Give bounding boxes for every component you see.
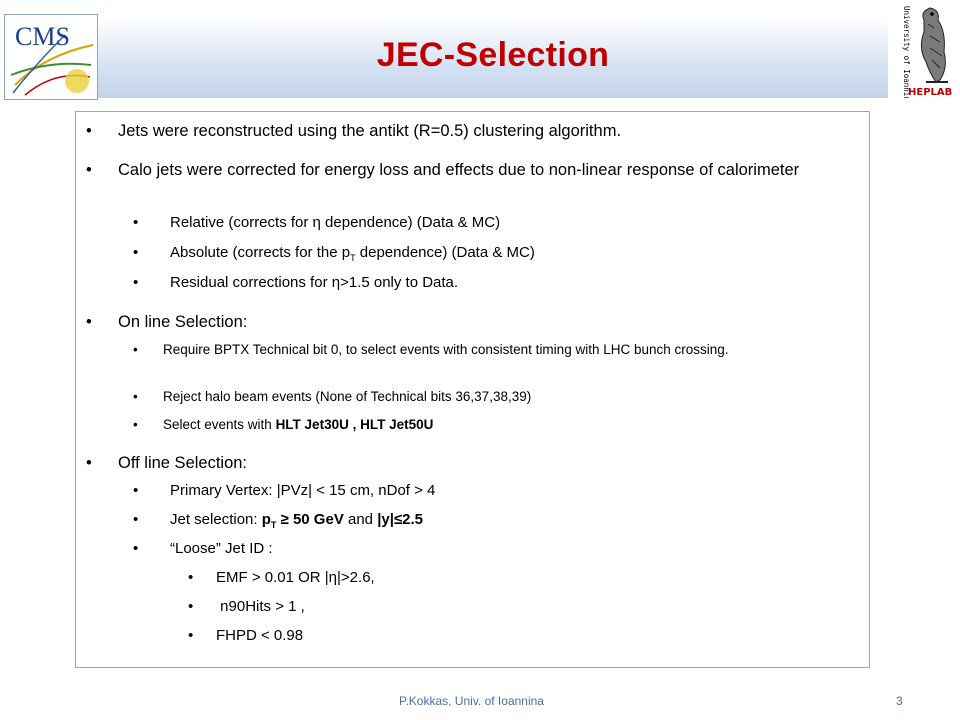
absolute-subscript: T [350, 253, 356, 263]
bullet-dot: • [133, 540, 139, 557]
hlt-pre: Select events with [163, 417, 276, 432]
bullet-dot: • [86, 161, 92, 179]
bullet-dot: • [133, 244, 139, 261]
absolute-pre: Absolute (corrects for the p [170, 244, 351, 261]
bullet-text: Primary Vertex: |PVz| < 15 cm, nDof > 4 [170, 482, 436, 499]
jet-sel-pt: p [261, 511, 271, 528]
jet-sel-pt-cut: ≥ 50 GeV [276, 511, 344, 528]
bullet-dot: • [86, 454, 92, 472]
bullet-text: Require BPTX Technical bit 0, to select events with consistent timing with LHC bunch crossing. [163, 342, 729, 357]
slide-title: JEC-Selection [376, 36, 610, 74]
hlt-triggers: HLT Jet30U , HLT Jet50U [275, 417, 434, 432]
bullet-dot: • [133, 511, 139, 528]
bullet-dot: • [133, 342, 138, 357]
bullet-text: EMF > 0.01 OR |η|>2.6, [216, 569, 375, 586]
bullet-text [170, 510, 423, 535]
absolute-post: dependence) (Data & MC) [355, 244, 535, 261]
bullet-text: Reject halo beam events (None of Technical bits 36,37,38,39) [163, 389, 532, 404]
bullet-dot: • [133, 214, 139, 231]
heplab-label: HEPLAB [908, 87, 953, 98]
jet-sel-pre: Jet selection: [170, 511, 262, 528]
bullet-text: Jets were reconstructed using the antikt (R=0.5) clustering algorithm. [118, 122, 622, 140]
jet-sel-y-cut: |y|≤2.5 [377, 511, 424, 528]
jet-sel-pt-sub: T [270, 520, 277, 530]
bullet-text: n90Hits > 1 , [216, 598, 305, 615]
bullet-dot: • [188, 627, 194, 644]
university-vertical-text: University of Ioannina [902, 6, 911, 98]
cms-logo-text: CMS [15, 22, 70, 51]
cms-logo-graphic [5, 15, 97, 99]
bullet-text: Off line Selection: [118, 454, 248, 472]
bullet-dot: • [133, 482, 139, 499]
bullet-dot: • [133, 389, 138, 404]
bullet-dot: • [188, 598, 194, 615]
content-box [75, 111, 870, 668]
bullet-dot: • [86, 313, 92, 331]
bullet-text [163, 415, 433, 434]
owl-logo [890, 2, 958, 98]
bullet-text: Calo jets were corrected for energy loss and effects due to non-linear response of calorimeter [118, 161, 800, 179]
bullet-text: On line Selection: [118, 313, 248, 331]
footer-author: P.Kokkas, Univ. of Ioannina [399, 694, 544, 708]
bullet-dot: • [188, 569, 194, 586]
bullet-text: “Loose” Jet ID : [170, 540, 273, 557]
owl-logo-graphic [890, 2, 958, 98]
bullet-text: Relative (corrects for η dependence) (Data & MC) [170, 214, 501, 231]
bullet-dot: • [133, 417, 138, 432]
bullet-text [170, 243, 535, 268]
bullet-text: FHPD < 0.98 [216, 627, 304, 644]
bullet-dot: • [86, 122, 92, 140]
page-number: 3 [896, 694, 903, 708]
bullet-dot: • [133, 274, 139, 291]
cms-logo [4, 14, 98, 100]
jet-sel-and: and [343, 511, 378, 528]
bullet-text: Residual corrections for η>1.5 only to Data. [170, 274, 459, 291]
